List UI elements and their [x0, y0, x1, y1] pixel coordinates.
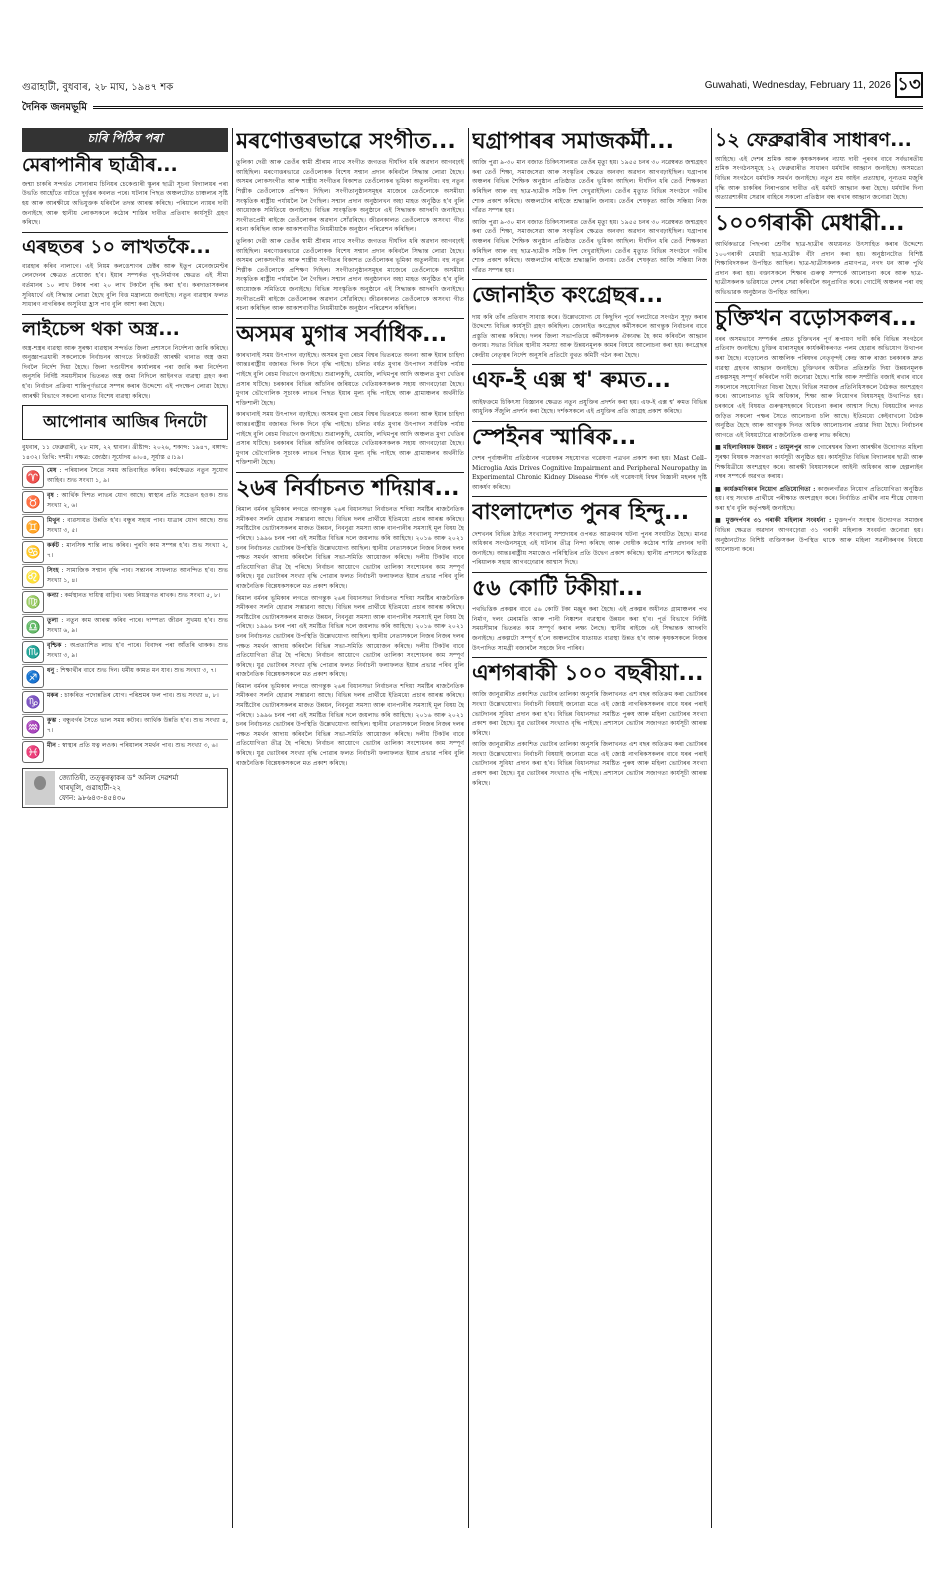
astrologer-footer: [22, 768, 228, 808]
astrologer-photo: [25, 771, 55, 805]
article-body: অস্ত্ৰ-শস্ত্ৰৰ ব্যৱস্থা আৰু সুৰক্ষা ব্যৱস্থাৰ সন্দৰ্ভত জিলা প্ৰশাসনে নিৰ্দেশনা জাৰি কৰিছে। অনুজ্ঞাপত্ৰধাৰী সকলোকে নিৰ্বাচনৰ আগতে নিকটৱৰ্তী আৰক্ষী থানাত অস্ত্ৰ জমা দিবলৈ নিৰ্দেশ দিয়া হৈছে। জিলা দণ্ডাধীশৰ কাৰ্যালয়ৰ পৰা জাৰি কৰা নিৰ্দেশনা অনুসৰি নিৰ্দিষ্ট সময়সীমাৰ ভিতৰত অস্ত্ৰ জমা নিদিলে আইনগত ব্যৱস্থা গ্ৰহণ কৰা হ'ব। নিৰ্বাচন প্ৰক্ৰিয়া শান্তিপূৰ্ণভাৱে সম্পন্ন কৰাৰ উদ্দেশ্যে এই পদক্ষেপ লোৱা হৈছে। আৰক্ষী বিভাগে সকলো থানাত বিশেষ ব্যৱস্থা কৰিছে।: [22, 344, 228, 400]
divider: [22, 232, 228, 233]
zodiac-name: বৃষ: [47, 492, 54, 500]
zodiac-name: তুলা: [47, 617, 59, 625]
article-body: ৰিমাল বৰ্মনৰ ভূমিকাৰ লগতে আগন্তুক ২৬ৰ বিধানসভা নিৰ্বাচনত শদিয়া সমষ্টিৰ ৰাজনৈতিক সমীকৰণ সলনি হোৱাৰ সম্ভাৱনা আছে। বিভিন্ন দলৰ প্ৰাৰ্থীয়ে ইতিমধ্যে প্ৰচাৰ আৰম্ভ কৰিছে। সমষ্টিটোৰ ভোটাৰসকলৰ মাজত উন্নয়ন, নিবনুৱা সমস্যা আৰু বানপানীৰ সমস্যাই মূল বিষয় হৈ পৰিছে। ১৯৯৬ চনৰ পৰা এই সমষ্টিত বিভিন্ন দলে জয়লাভ কৰি আহিছে। ২০১৬ আৰু ২০২১ চনৰ নিৰ্বাচনত ভোটাৰৰ উপস্থিতি উল্লেখযোগ্য আছিল। স্থানীয় নেতাসকলে নিজৰ নিজৰ দলৰ পক্ষত সমৰ্থন আদায় কৰিবলৈ বিভিন্ন সভা-সমিতি আয়োজন কৰিছে। দলীয় টিকটৰ বাবে প্ৰতিযোগিতা তীব্ৰ হৈ পৰিছে। নিৰ্বাচন আয়োগে ভোটাৰ তালিকা সংশোধনৰ কাম সম্পূৰ্ণ কৰিছে। যুৱ ভোটাৰৰ সংখ্যা বৃদ্ধি পোৱাৰ ফলত নিৰ্বাচনী ফলাফলত ইয়াৰ প্ৰভাৱ পৰিব বুলি ৰাজনৈতিক বিশ্লেষকসকলে মত প্ৰকাশ কৰিছে। ৰিমাল বৰ্মনৰ ভূমিকাৰ লগতে আগন্তুক ২৬ৰ বিধানসভা নিৰ্বাচনত শদিয়া সমষ্টিৰ ৰাজনৈতিক সমীকৰণ সলনি হোৱাৰ সম্ভাৱনা আছে। বিভিন্ন দলৰ প্ৰাৰ্থীয়ে ইতিমধ্যে প্ৰচাৰ আৰম্ভ কৰিছে। সমষ্টিটোৰ ভোটাৰসকলৰ মাজত উন্নয়ন, নিবনুৱা সমস্যা আৰু বানপানীৰ সমস্যাই মূল বিষয় হৈ পৰিছে। ১৯৯৬ চনৰ পৰা এই সমষ্টিত বিভিন্ন দলে জয়লাভ কৰি আহিছে। ২০১৬ আৰু ২০২১ চনৰ নিৰ্বাচনত ভোটাৰৰ উপস্থিতি উল্লেখযোগ্য আছিল। স্থানীয় নেতাসকলে নিজৰ নিজৰ দলৰ পক্ষত সমৰ্থন আদায় কৰিবলৈ বিভিন্ন সভা-সমিতি আয়োজন কৰিছে। দলীয় টিকটৰ বাবে প্ৰতিযোগিতা তীব্ৰ হৈ পৰিছে। নিৰ্বাচন আয়োগে ভোটাৰ তালিকা সংশোধনৰ কাম সম্পূৰ্ণ কৰিছে। যুৱ ভোটাৰৰ সংখ্যা বৃদ্ধি পোৱাৰ ফলত নিৰ্বাচনী ফলাফলত ইয়াৰ প্ৰভাৱ পৰিব বুলি ৰাজনৈতিক বিশ্লেষকসকলে মত প্ৰকাশ কৰিছে। ৰিমাল বৰ্মনৰ ভূমিকাৰ লগতে আগন্তুক ২৬ৰ বিধানসভা নিৰ্বাচনত শদিয়া সমষ্টিৰ ৰাজনৈতিক সমীকৰণ সলনি হোৱাৰ সম্ভাৱনা আছে। বিভিন্ন দলৰ প্ৰাৰ্থীয়ে ইতিমধ্যে প্ৰচাৰ আৰম্ভ কৰিছে। সমষ্টিটোৰ ভোটাৰসকলৰ মাজত উন্নয়ন, নিবনুৱা সমস্যা আৰু বানপানীৰ সমস্যাই মূল বিষয় হৈ পৰিছে। ১৯৯৬ চনৰ পৰা এই সমষ্টিত বিভিন্ন দলে জয়লাভ কৰি আহিছে। ২০১৬ আৰু ২০২১ চনৰ নিৰ্বাচনত ভোটাৰৰ উপস্থিতি উল্লেখযোগ্য আছিল। স্থানীয় নেতাসকলে নিজৰ নিজৰ দলৰ পক্ষত সমৰ্থন আদায় কৰিবলৈ বিভিন্ন সভা-সমিতি আয়োজন কৰিছে। দলীয় টিকটৰ বাবে প্ৰতিযোগিতা তীব্ৰ হৈ পৰিছে। নিৰ্বাচন আয়োগে ভোটাৰ তালিকা সংশোধনৰ কাম সম্পূৰ্ণ কৰিছে। যুৱ ভোটাৰৰ সংখ্যা বৃদ্ধি পোৱাৰ ফলত নিৰ্বাচনী ফলাফলত ইয়াৰ প্ৰভাৱ পৰিব বুলি ৰাজনৈতিক বিশ্লেষকসকলে মত প্ৰকাশ কৰিছে।: [236, 506, 464, 767]
zodiac-icon: ♑: [22, 691, 44, 713]
divider: [715, 207, 923, 208]
horoscope-text: কন্যা : কৰ্মস্থানত দায়িত্ব বাঢ়িব। খৰচ নিয়ন্ত্ৰণত ৰাখক। শুভ সংখ্যা ৫, ৮।: [47, 592, 221, 600]
headline-100-year-voters: এশগৰাকী ১০০ বছৰীয়া...: [472, 661, 704, 687]
headline-meghalaya-student: মেৰাপানীৰ ছাত্ৰীৰ...: [22, 154, 178, 176]
astrologer-name: জ্যোতিষী, তত্ত্বৰত্বাকৰ ড° অনিল দেৱশৰ্মা: [59, 774, 179, 783]
divider: [236, 318, 464, 319]
horoscope-text: ধনু : শিক্ষাৰ্থীৰ বাবে শুভ দিন। ধৰ্মীয় কামত মন যাব। শুভ সংখ্যা ৩, ৭।: [47, 667, 217, 675]
horoscope-row: [22, 564, 228, 589]
horoscope-row: [22, 464, 228, 489]
horoscope-row: [22, 739, 228, 764]
headline-sadiya-election: ২৬ৰ নিৰ্বাচনত শদিয়াৰ...: [236, 476, 460, 501]
horoscope-row: [22, 539, 228, 564]
horoscope-text: কুম্ভ : বন্ধুবৰ্গৰ সৈতে ভাল সময় কটাব। আৰ্থিক উন্নতি হ'ব। শুভ সংখ্যা ৪, ৭।: [47, 717, 228, 734]
article-body: কাৰখানাই সময় উৎপাদন বঢ়াইছে। অসমৰ মুগা ৰেচম বিশ্বৰ ভিতৰতে অনন্য আৰু ইয়াৰ চাহিদা আন্তঃৰাষ্ট্ৰীয় বজাৰত দিনক দিনে বৃদ্ধি পাইছে। চলিত বৰ্ষত মুগাৰ উৎপাদন সৰ্বাধিক পৰ্যায় পাইছে বুলি ৰেচম বিভাগে জনাইছে। শুৱালকুছি, ধেমাজি, লখিমপুৰ আদি অঞ্চলত মুগা খেতিৰ প্ৰসাৰ ঘটিছে। চৰকাৰৰ বিভিন্ন আঁচনিৰ জৰিয়তে খেতিয়কসকলক সহায় আগবঢ়োৱা হৈছে। মুগাৰ ভৌগোলিক সূচাংক লাভৰ পিছত ইয়াৰ মূল্য বৃদ্ধি পাইছে আৰু গ্ৰামাঞ্চলৰ অৰ্থনীতি শক্তিশালী হৈছে। কাৰখানাই সময় উৎপাদন বঢ়াইছে। অসমৰ মুগা ৰেচম বিশ্বৰ ভিতৰতে অনন্য আৰু ইয়াৰ চাহিদা আন্তঃৰাষ্ট্ৰীয় বজাৰত দিনক দিনে বৃদ্ধি পাইছে। চলিত বৰ্ষত মুগাৰ উৎপাদন সৰ্বাধিক পৰ্যায় পাইছে বুলি ৰেচম বিভাগে জনাইছে। শুৱালকুছি, ধেমাজি, লখিমপুৰ আদি অঞ্চলত মুগা খেতিৰ প্ৰসাৰ ঘটিছে। চৰকাৰৰ বিভিন্ন আঁচনিৰ জৰিয়তে খেতিয়কসকলক সহায় আগবঢ়োৱা হৈছে। মুগাৰ ভৌগোলিক সূচাংক লাভৰ পিছত ইয়াৰ মূল্য বৃদ্ধি পাইছে আৰু গ্ৰামাঞ্চলৰ অৰ্থনীতি শক্তিশালী হৈছে।: [236, 351, 464, 467]
headline-spain-research: স্পেইনৰ স্মাৰিক...: [472, 424, 637, 450]
horoscope-signs: [22, 464, 228, 764]
zodiac-name: সিংহ: [47, 567, 59, 575]
astrologer-info: [59, 773, 178, 803]
zodiac-prediction: স্বাস্থ্যৰ প্ৰতি যত্ন লওক। পৰিয়ালৰ সমৰ্থন পাব। শুভ সংখ্যা ৩, ৬।: [61, 742, 218, 750]
divider: [472, 496, 707, 497]
zodiac-icon: ♋: [22, 541, 44, 563]
zodiac-prediction: আৰ্থিক দিশত লাভৰ যোগ আছে। স্বাস্থ্যৰ প্ৰতি সচেতন হওক। শুভ সংখ্যা ২, ৬।: [47, 492, 228, 509]
column-1: [22, 128, 228, 1528]
horoscope-text: মকৰ : চাকৰিত পদোন্নতিৰ যোগ। পৰিশ্ৰমৰ ফল পাব। শুভ সংখ্যা ৪, ৮।: [47, 692, 219, 700]
divider: [472, 364, 707, 365]
horoscope-text: বৃশ্চিক : অপ্ৰত্যাশিত লাভ হ'ব পাৰে। বিবাদৰ পৰা আঁতৰি থাকক। শুভ সংখ্যা ৩, ৯।: [47, 642, 228, 659]
article-body: পথভিত্তিক প্ৰকল্পৰ বাবে ৫৬ কোটি টকা মঞ্জুৰ কৰা হৈছে। এই প্ৰকল্পৰ অধীনত গ্ৰামাঞ্চলৰ পথ নিৰ্মাণ, দলং মেৰামতি আৰু পানী নিষ্কাশন ব্যৱস্থাৰ উন্নয়ন কৰা হ'ব। পূৰ্ত বিভাগে নিৰ্দিষ্ট সময়সীমাৰ ভিতৰত কাম সম্পূৰ্ণ কৰাৰ লক্ষ্য লৈছে। স্থানীয় ৰাইজে এই সিদ্ধান্তক আদৰণি জনাইছে। প্ৰকল্পটো সম্পূৰ্ণ হ'লে অঞ্চলটোৰ যাতায়ত ব্যৱস্থা উন্নত হ'ব আৰু কৃষকসকলে নিজৰ উৎপাদিত সামগ্ৰী বজাৰলৈ সহজে নিব পাৰিব।: [472, 606, 707, 652]
horoscope-row: [22, 714, 228, 739]
horoscope-row: [22, 664, 228, 689]
article-body: আহিছে। এই দেশৰ শ্ৰমিক আৰু কৃষকসকলৰ ন্যায্য দাবী পূৰণৰ বাবে সৰ্বভাৰতীয় শ্ৰমিক সংগঠনসমূহে ১২ ফেব্ৰুৱাৰীত সাধাৰণ ধৰ্মঘটৰ আহ্বান জনাইছে। অসমতো বিভিন্ন সংগঠনে ধৰ্মঘটক সমৰ্থন জনাইছে। নতুন শ্ৰম আইন প্ৰত্যাহাৰ, নূন্যতম মজুৰি বৃদ্ধি আৰু চাকৰিৰ নিৰাপত্তাৰ দাবীত এই ধৰ্মঘট আহ্বান কৰা হৈছে। ধৰ্মঘটৰ দিনা অত্যাৱশ্যকীয় সেৱাৰ বাহিৰে সকলো প্ৰতিষ্ঠান বন্ধ ৰখাৰ আহ্বান জনোৱা হৈছে।: [715, 155, 923, 202]
column-divider: [711, 128, 712, 1528]
headline-bangladesh: বাংলাদেশত পুনৰ হিন্দু...: [472, 500, 690, 526]
horoscope-day-info: বুধবাৰ, ১১ ফেব্ৰুৱাৰী, ২৮ মাঘ, ২২ শ্বাবান। খ্ৰীষ্টাব্দ: ২০২৬, শকাব্দ: ১৯৪৭, বঙ্গাব্দ: ১৪৩২। তিথি: দশমী। নক্ষত্ৰ: জ্যেষ্ঠা। সূৰ্যোদয় ৬।০৪, সূৰ্যাস্ত ৫।১৯।: [22, 444, 228, 461]
headline-100-meritorious: ১০০গৰাকী মেধাৱী...: [715, 210, 905, 236]
news-brief-title: ■ মুক্তদৰ্পণৰ ৩১ গৰাকী মহিলাৰ সংবৰ্ধনা :: [715, 517, 832, 525]
horoscope-text: মীন : স্বাস্থ্যৰ প্ৰতি যত্ন লওক। পৰিয়ালৰ সমৰ্থন পাব। শুভ সংখ্যা ৩, ৬।: [47, 742, 218, 750]
header-date-assamese: গুৱাহাটী, বুধবাৰ, ২৮ মাঘ, ১৯৪৭ শক: [22, 82, 174, 93]
horoscope-text: কৰ্কট : মানসিক শান্তি লাভ কৰিব। পুৰণি কাম সম্পন্ন হ'ব। শুভ সংখ্যা ২, ৭।: [47, 542, 228, 559]
news-brief-text: আৰু গোৰেশ্বৰৰ জিলা আৰক্ষীৰ উদ্যোগত মহিলা সুৰক্ষা বিষয়ক সজাগতা কাৰ্যসূচী অনুষ্ঠিত হয়। কাৰ্যসূচীত বিভিন্ন বিদ্যালয়ৰ ছাত্ৰী আৰু শিক্ষয়িত্ৰীয়ে অংশগ্ৰহণ কৰে। আৰক্ষী বিষয়াসকলে আইনী অধিকাৰ আৰু হেল্পলাইন নম্বৰ সম্পৰ্কে অৱগত কৰায়।: [715, 444, 923, 481]
zodiac-name: বৃশ্চিক: [47, 642, 62, 650]
zodiac-name: কৰ্কট: [47, 542, 60, 550]
news-brief-text: কাজলগাঁৱত নিয়োগ প্ৰতিযোগিতা অনুষ্ঠিত হয়। বহু সংখ্যক প্ৰাৰ্থীয়ে পৰীক্ষাত অংশগ্ৰহণ কৰে। নিৰ্বাচিত প্ৰাৰ্থীৰ নাম শীঘ্ৰে ঘোষণা কৰা হ'ব বুলি কৰ্তৃপক্ষই জনাইছে।: [715, 485, 923, 512]
headline-fex-showroom: এফ-ই এক্স শ্ব' ৰুমত...: [472, 368, 671, 394]
horoscope-text: সিংহ : সামাজিক সন্মান বৃদ্ধি পাব। সন্তানৰ সাফল্যত আনন্দিত হ'ব। শুভ সংখ্যা ১, ৪।: [47, 567, 228, 584]
article-body: দায় কৰি তাঁৰ প্ৰতিবাদ সাব্যস্ত কৰে। উল্লেখযোগ্য যে কিছুদিন পূৰ্বে দলটোৱে সংগঠন সুদৃঢ় কৰাৰ উদ্দেশ্যে বিভিন্ন কাৰ্যসূচী গ্ৰহণ কৰিছিল। জোনাইত কংগ্ৰেছৰ কৰ্মীসকলে আগন্তুক নিৰ্বাচনৰ বাবে প্ৰস্তুতি আৰম্ভ কৰিছে। দলৰ জিলা সভাপতিয়ে কৰ্মীসকলক ঐক্যবদ্ধ হৈ কাম কৰিবলৈ আহ্বান জনায়। সভাত বিভিন্ন স্থানীয় সমস্যা আৰু উন্নয়নমূলক কামৰ বিষয়ে আলোচনা কৰা হয়। কংগ্ৰেছৰ কেন্দ্ৰীয় নেতৃত্বৰ নিৰ্দেশ অনুসৰি প্ৰতিটো বুথত কমিটী গঠন কৰা হৈছে।: [472, 313, 707, 359]
divider: [472, 279, 707, 280]
zodiac-prediction: শিক্ষাৰ্থীৰ বাবে শুভ দিন। ধৰ্মীয় কামত মন যাব। শুভ সংখ্যা ৩, ৭।: [60, 667, 217, 675]
zodiac-prediction: মানসিক শান্তি লাভ কৰিব। পুৰণি কাম সম্পন্ন হ'ব। শুভ সংখ্যা ২, ৭।: [47, 542, 228, 559]
zodiac-icon: ♈: [22, 466, 44, 488]
zodiac-prediction: কৰ্মস্থানত দায়িত্ব বাঢ়িব। খৰচ নিয়ন্ত্ৰণত ৰাখক। শুভ সংখ্যা ৫, ৮।: [64, 592, 221, 600]
news-brief-item: [715, 485, 923, 514]
horoscope-row: [22, 589, 228, 614]
news-brief-title: ■ মহিলাবিষয়ক উন্নয়ন : তামুলপুৰ: [715, 444, 802, 452]
zodiac-name: কন্যা: [47, 592, 59, 600]
news-briefs: [715, 443, 923, 555]
zodiac-icon: ♎: [22, 616, 44, 638]
horoscope-row: [22, 614, 228, 639]
article-body: আইফক্ৰমে চিকিৎসা বিজ্ঞানৰ ক্ষেত্ৰত নতুন প্ৰযুক্তিৰ প্ৰদৰ্শন কৰা হয়। এফ-ই এক্স শ্ব' ৰুমত বিভিন্ন আধুনিক সঁজুলি প্ৰদৰ্শন কৰা হৈছে। দৰ্শকসকলে এই প্ৰযুক্তিৰ প্ৰতি আগ্ৰহ প্ৰকাশ কৰিছে।: [472, 398, 707, 416]
headline-56-crore: ৫৬ কোটি টকীয়া...: [472, 575, 643, 601]
news-brief-item: [715, 516, 923, 554]
zodiac-icon: ♐: [22, 666, 44, 688]
horoscope-text: তুলা : নতুন কাম আৰম্ভ কৰিব পাৰে। দাম্পত্য জীৱন সুখময় হ'ব। শুভ সংখ্যা ৬, ৯।: [47, 617, 228, 634]
horoscope-row: [22, 514, 228, 539]
page-number: ১৩: [895, 72, 923, 98]
headline-music-award: মৰণোত্তৰভাৱে সংগীত...: [236, 129, 456, 154]
header-rule: [22, 106, 923, 109]
zodiac-prediction: চাকৰিত পদোন্নতিৰ যোগ। পৰিশ্ৰমৰ ফল পাব। শুভ সংখ্যা ৪, ৮।: [64, 692, 219, 700]
zodiac-prediction: অপ্ৰত্যাশিত লাভ হ'ব পাৰে। বিবাদৰ পৰা আঁতৰি থাকক। শুভ সংখ্যা ৩, ৯।: [47, 642, 228, 659]
article-body: আজি পুৱা ৯-৩০ মান বজাত চিকিৎসালয়ত তেওঁৰ মৃত্যু হয়। ১৯৫৫ চনৰ ৩০ নৱেম্বৰত জন্মগ্ৰহণ কৰা তেওঁ শিক্ষা, সমাজসেৱা আৰু সংস্কৃতিৰ ক্ষেত্ৰত অনবদ্য অৱদান আগবঢ়াইছিল। ঘগ্ৰাপাৰ অঞ্চলৰ বিভিন্ন শৈক্ষিক অনুষ্ঠান প্ৰতিষ্ঠাত তেওঁৰ ভূমিকা আছিল। দীৰ্ঘদিন ধৰি তেওঁ শিক্ষকতা কৰিছিল আৰু বহু ছাত্ৰ-ছাত্ৰীক সঠিক দিশ দেখুৱাইছিল। তেওঁৰ মৃত্যুত বিভিন্ন সংগঠনে গভীৰ শোক প্ৰকাশ কৰিছে। অঞ্চলটোৰ ৰাইজে শ্ৰদ্ধাঞ্জলি জনায়। তেওঁৰ শেষকৃত্য আজি সন্ধিয়া নিজ গাঁৱত সম্পন্ন হয়। আজি পুৱা ৯-৩০ মান বজাত চিকিৎসালয়ত তেওঁৰ মৃত্যু হয়। ১৯৫৫ চনৰ ৩০ নৱেম্বৰত জন্মগ্ৰহণ কৰা তেওঁ শিক্ষা, সমাজসেৱা আৰু সংস্কৃতিৰ ক্ষেত্ৰত অনবদ্য অৱদান আগবঢ়াইছিল। ঘগ্ৰাপাৰ অঞ্চলৰ বিভিন্ন শৈক্ষিক অনুষ্ঠান প্ৰতিষ্ঠাত তেওঁৰ ভূমিকা আছিল। দীৰ্ঘদিন ধৰি তেওঁ শিক্ষকতা কৰিছিল আৰু বহু ছাত্ৰ-ছাত্ৰীক সঠিক দিশ দেখুৱাইছিল। তেওঁৰ মৃত্যুত বিভিন্ন সংগঠনে গভীৰ শোক প্ৰকাশ কৰিছে। অঞ্চলটোৰ ৰাইজে শ্ৰদ্ধাঞ্জলি জনায়। তেওঁৰ শেষকৃত্য আজি সন্ধিয়া নিজ গাঁৱত সম্পন্ন হয়।: [472, 159, 707, 274]
zodiac-prediction: সামাজিক সন্মান বৃদ্ধি পাব। সন্তানৰ সাফল্যত আনন্দিত হ'ব। শুভ সংখ্যা ১, ৪।: [47, 567, 228, 584]
page-header: [22, 72, 923, 124]
zodiac-prediction: ব্যৱসায়ত উন্নতি হ'ব। বন্ধুৰ সহায় পাব। যাত্ৰাৰ যোগ আছে। শুভ সংখ্যা ৩, ৫।: [47, 517, 228, 534]
column-divider: [468, 128, 469, 1528]
headline-10-lakh: এৰছতৰ ১০ লাখতকৈ...: [22, 235, 211, 258]
article-body: ব্যৱহাৰ কৰিব নালাগে। এই নিয়ম কলঙেশ্যণৰ চেক্টৰ আৰু ইতুপ মেনেজমেণ্টৰ লেনদেনৰ ক্ষেত্ৰত প্ৰযোজ্য হ'ব। ইয়াৰ সম্পৰ্কত গৃহ-নিৰ্মাণৰ ক্ষেত্ৰত এই সীমা বৰ্তমানৰ ১০ লাখ টকাৰ পৰা ২০ লাখ টকালৈ বৃদ্ধি কৰা হ'ব। কৰদাতাসকলৰ সুবিধাৰ্থে এই সিদ্ধান্ত লোৱা হৈছে বুলি বিত্ত মন্ত্ৰালয়ে জনাইছে। নতুন ব্যৱস্থাৰ ফলত সাধাৰণ নাগৰিকৰ অসুবিধা হ্ৰাস পাব বুলি আশা কৰা হৈছে।: [22, 262, 228, 309]
astrologer-place: খাৰঘূলি, গুৱাহাটী-২২: [59, 784, 122, 793]
horoscope-text: বৃষ : আৰ্থিক দিশত লাভৰ যোগ আছে। স্বাস্থ্যৰ প্ৰতি সচেতন হওক। শুভ সংখ্যা ২, ৬।: [47, 492, 228, 509]
header-date-english: Guwahati, Wednesday, February 11, 2026: [704, 80, 891, 91]
zodiac-icon: ♏: [22, 641, 44, 663]
headline-social-worker: ঘগ্ৰাপাৰৰ সমাজকৰ্মী...: [472, 129, 674, 154]
zodiac-name: মীন: [47, 742, 56, 750]
horoscope-text: মিথুন : ব্যৱসায়ত উন্নতি হ'ব। বন্ধুৰ সহায় পাব। যাত্ৰাৰ যোগ আছে। শুভ সংখ্যা ৩, ৫।: [47, 517, 228, 534]
horoscope-row: [22, 639, 228, 664]
article-body: আৰ্থিকভাৱে পিছপৰা শ্ৰেণীৰ ছাত্ৰ-ছাত্ৰীৰ অধ্যয়নত উৎসাহিত কৰাৰ উদ্দেশ্যে ১০০গৰাকী মেধাৱী ছাত্ৰ-ছাত্ৰীক বঁটা প্ৰদান কৰা হয়। অনুষ্ঠানটোত বিশিষ্ট শিক্ষাবিদসকল উপস্থিত আছিল। ছাত্ৰ-ছাত্ৰীসকলক প্ৰমাণপত্ৰ, নগদ ধন আৰু পুথি প্ৰদান কৰা হয়। বক্তাসকলে শিক্ষাৰ গুৰুত্ব সম্পৰ্কে আলোচনা কৰে আৰু ছাত্ৰ-ছাত্ৰীসকলক ভৱিষ্যতে দেশৰ সেৱা কৰিবলৈ অনুপ্ৰাণিত কৰে। গোটেই অঞ্চলৰ পৰা বহু অভিভাৱক অনুষ্ঠানত উপস্থিত আছিল।: [715, 241, 923, 297]
divider: [472, 572, 707, 573]
zodiac-name: মেষ: [47, 467, 57, 475]
zodiac-name: ধনু: [47, 667, 55, 675]
divider: [715, 302, 923, 303]
headline-general-strike: ১২ ফেব্ৰুৱাৰীৰ সাধাৰণ...: [715, 129, 912, 151]
headline-jonai-congress: জোনাইত কংগ্ৰেছৰ...: [472, 283, 664, 309]
horoscope-box-title: আপোনাৰ আজিৰ দিনটো: [22, 405, 228, 440]
news-brief-item: [715, 443, 923, 481]
article-body: দেশৰ পূৰ্বাঞ্চলীয় প্ৰতিষ্ঠানৰ গৱেষকৰ সহযোগত গৱেষণা পত্ৰখন প্ৰকাশ কৰা হয়। Mast Cell–Microglia Axis Drives Cognitive Impairment and Peripheral Neuropathy in Experimental Chronic Kidney Disease শীৰ্ষক এই গৱেষণাই বিশ্বৰ বিজ্ঞানী মহলৰ দৃষ্টি আকৰ্ষণ কৰিছে।: [472, 455, 707, 491]
column-divider: [232, 128, 233, 1528]
article-body: দেশখনৰ বিভিন্ন ঠাইত সংখ্যালঘু সম্প্ৰদায়ৰ ওপৰত আক্ৰমণৰ ঘটনা পুনৰ সংঘটিত হৈছে। মানৱ অধিকাৰ সংগঠনসমূহে এই ঘটনাৰ তীব্ৰ নিন্দা কৰিছে আৰু দোষীক কঠোৰ শাস্তি প্ৰদানৰ দাবী জনাইছে। আন্তঃৰাষ্ট্ৰীয় সমাজেও পৰিস্থিতিৰ প্ৰতি উদ্বেগ প্ৰকাশ কৰিছে। স্থানীয় প্ৰশাসনে ক্ষতিগ্ৰস্ত পৰিয়ালক সহায় আগবঢ়োৱাৰ আশ্বাস দিছে।: [472, 530, 707, 567]
article-body: আজি জানুৱাৰীত প্ৰকাশিত ভোটাৰ তালিকা অনুসৰি জিলাখনত এশ বছৰ অতিক্ৰম কৰা ভোটাৰৰ সংখ্যা উল্লেখযোগ্য। নিৰ্বাচনী বিষয়াই জনোৱা মতে এই জ্যেষ্ঠ নাগৰিকসকলৰ বাবে ঘৰৰ পৰাই ভোটদানৰ সুবিধা প্ৰদান কৰা হ'ব। বিভিন্ন বিধানসভা সমষ্টিত পুৰুষ আৰু মহিলা ভোটাৰৰ সংখ্যা প্ৰকাশ কৰা হৈছে। যুৱ ভোটাৰৰ সংখ্যাও বৃদ্ধি পাইছে। প্ৰশাসনে ভোটাৰ সজাগতা কাৰ্যসূচী আৰম্ভ কৰিছে। আজি জানুৱাৰীত প্ৰকাশিত ভোটাৰ তালিকা অনুসৰি জিলাখনত এশ বছৰ অতিক্ৰম কৰা ভোটাৰৰ সংখ্যা উল্লেখযোগ্য। নিৰ্বাচনী বিষয়াই জনোৱা মতে এই জ্যেষ্ঠ নাগৰিকসকলৰ বাবে ঘৰৰ পৰাই ভোটদানৰ সুবিধা প্ৰদান কৰা হ'ব। বিভিন্ন বিধানসভা সমষ্টিত পুৰুষ আৰু মহিলা ভোটাৰৰ সংখ্যা প্ৰকাশ কৰা হৈছে। যুৱ ভোটাৰৰ সংখ্যাও বৃদ্ধি পাইছে। প্ৰশাসনে ভোটাৰ সজাগতা কাৰ্যসূচী আৰম্ভ কৰিছে।: [472, 691, 707, 787]
column-3: [472, 128, 707, 1528]
zodiac-icon: ♒: [22, 716, 44, 738]
zodiac-name: মিথুন: [47, 517, 60, 525]
news-brief-text: মুক্তদৰ্পণ সংস্থাৰ উদ্যোগত সমাজৰ বিভিন্ন ক্ষেত্ৰত অৱদান আগবঢ়োৱা ৩১ গৰাকী মহিলাক সংবৰ্ধনা জনোৱা হয়। অনুষ্ঠানটোত বিশিষ্ট ব্যক্তিসকল উপস্থিত থাকে আৰু মহিলা সৱলীকৰণৰ বিষয়ে আলোচনা কৰে।: [715, 517, 923, 554]
article-body: বৰৰ অসমভাবে সম্পৰ্কৰ প্ৰশ্নত চুক্তিখনৰ পূৰ্ণ ৰূপায়ণ দাবী কৰি বিভিন্ন সংগঠনে প্ৰতিবাদ জনাইছে। চুক্তিৰ ধাৰাসমূহৰ কাৰ্যকৰীকৰণত পলম হোৱাৰ অভিযোগ উত্থাপন কৰা হৈছে। বড়োলেণ্ড আঞ্চলিক পৰিষদৰ নেতৃবৃন্দই কেন্দ্ৰ আৰু ৰাজ্য চৰকাৰক দ্ৰুত ব্যৱস্থা গ্ৰহণৰ আহ্বান জনাইছে। চুক্তিখনৰ অধীনত প্ৰতিশ্ৰুতি দিয়া উন্নয়নমূলক প্ৰকল্পসমূহ সম্পূৰ্ণ কৰিবলৈ দাবী জনোৱা হৈছে। শান্তি আৰু সম্প্ৰীতি বজাই ৰখাৰ বাবে সকলোৰে সহযোগিতা বিচৰা হৈছে। বিভিন্ন সমাজৰ প্ৰতিনিধিসকলে বৈঠকত অংশগ্ৰহণ কৰে। আলোচনাত ভূমি অধিকাৰ, শিক্ষা আৰু নিয়োগৰ বিষয়সমূহ উত্থাপিত হয়। চৰকাৰে এই বিষয়ত গুৰুত্বসহকাৰে বিবেচনা কৰাৰ আশ্বাস দিছে। বিষয়টোৰ লগত জড়িত সকলো পক্ষৰ সৈতে আলোচনা চলি আছে। ইতিমধ্যে কেইবাখনো বৈঠক অনুষ্ঠিত হৈছে আৰু আগন্তুক দিনত অধিক আলোচনাৰ প্ৰস্তাৱ দিয়া হৈছে। নিৰ্বাচনৰ আগতে এই বিষয়টোৱে ৰাজনৈতিক গুৰুত্ব লাভ কৰিছে।: [715, 335, 923, 439]
divider: [472, 421, 707, 422]
zodiac-icon: ♍: [22, 591, 44, 613]
headline-muga-silk: অসমৰ মুগাৰ সৰ্বাধিক...: [236, 321, 448, 347]
divider: [236, 472, 464, 473]
paper-name: দৈনিক জনমভূমি: [22, 100, 93, 117]
zodiac-prediction: নতুন কাম আৰম্ভ কৰিব পাৰে। দাম্পত্য জীৱন সুখময় হ'ব। শুভ সংখ্যা ৬, ৯।: [47, 617, 228, 634]
horoscope-row: [22, 489, 228, 514]
headline-bodo-accord: চুক্তিখন বড়োসকলৰ...: [715, 305, 917, 331]
astrologer-phone: ফোন: ৯৮৬৪৩-৪৫৪৩০: [59, 794, 126, 803]
horoscope-text: মেষ : পৰিয়ালৰ সৈতে সময় অতিবাহিত কৰিব। কৰ্মক্ষেত্ৰত নতুন সুযোগ আহিব। শুভ সংখ্যা ১, ৯।: [47, 467, 228, 484]
columns: [22, 128, 923, 1528]
news-brief-title: ■ কাৰ্যক্ৰমণিকাৰ নিয়োগ প্ৰতিযোগিতা :: [715, 485, 816, 493]
article-body: তুলিকা দেৱী আৰু তেওঁৰ স্বামী শ্ৰীৰাম নাথে সংগীত জগতত দীৰ্ঘদিন ধৰি অৱদান আগবঢ়াই আহিছিল। মৰণোত্তৰভাৱে তেওঁলোকক বিশেষ সন্মান প্ৰদান কৰিবলৈ সিদ্ধান্ত লোৱা হৈছে। অসমৰ লোকসংগীত আৰু শাস্ত্ৰীয় সংগীতৰ বিকাশত তেওঁলোকৰ ভূমিকা অতুলনীয়। বহু নতুন শিল্পীক তেওঁলোকে প্ৰশিক্ষণ দিছিল। সংগীতানুষ্ঠানসমূহৰ মাজেৰে তেওঁলোকে অসমীয়া সংস্কৃতিক ৰাষ্ট্ৰীয় পৰ্যায়লৈ লৈ গৈছিল। সন্মান প্ৰদান অনুষ্ঠানখন অহা মাহত অনুষ্ঠিত হ'ব বুলি আয়োজক সমিতিয়ে জনাইছে। বিভিন্ন সাংস্কৃতিক অনুষ্ঠানে এই সিদ্ধান্তক আদৰণি জনাইছে। সংগীতপ্ৰেমী ৰাইজে তেওঁলোকৰ অৱদান সোঁৱৰিছে। জীৱনকালত তেওঁলোকে অসংখ্য গীত ৰচনা কৰিছিল আৰু আকাশবাণীত নিয়মীয়াকৈ অনুষ্ঠান পৰিৱেশন কৰিছিল। তুলিকা দেৱী আৰু তেওঁৰ স্বামী শ্ৰীৰাম নাথে সংগীত জগতত দীৰ্ঘদিন ধৰি অৱদান আগবঢ়াই আহিছিল। মৰণোত্তৰভাৱে তেওঁলোকক বিশেষ সন্মান প্ৰদান কৰিবলৈ সিদ্ধান্ত লোৱা হৈছে। অসমৰ লোকসংগীত আৰু শাস্ত্ৰীয় সংগীতৰ বিকাশত তেওঁলোকৰ ভূমিকা অতুলনীয়। বহু নতুন শিল্পীক তেওঁলোকে প্ৰশিক্ষণ দিছিল। সংগীতানুষ্ঠানসমূহৰ মাজেৰে তেওঁলোকে অসমীয়া সংস্কৃতিক ৰাষ্ট্ৰীয় পৰ্যায়লৈ লৈ গৈছিল। সন্মান প্ৰদান অনুষ্ঠানখন অহা মাহত অনুষ্ঠিত হ'ব বুলি আয়োজক সমিতিয়ে জনাইছে। বিভিন্ন সাংস্কৃতিক অনুষ্ঠানে এই সিদ্ধান্তক আদৰণি জনাইছে। সংগীতপ্ৰেমী ৰাইজে তেওঁলোকৰ অৱদান সোঁৱৰিছে। জীৱনকালত তেওঁলোকে অসংখ্য গীত ৰচনা কৰিছিল আৰু আকাশবাণীত নিয়মীয়াকৈ অনুষ্ঠান পৰিৱেশন কৰিছিল।: [236, 159, 464, 313]
zodiac-icon: ♌: [22, 566, 44, 588]
article-body: জন্মা চাকৰি সন্দৰ্ভত সোনাৰাম চিনিয়ৰ চেকেণ্ডাৰী স্কুলৰ ছাত্ৰী সূচনা বিদ্যালয়ৰ পৰা উভতি আহোঁতে বাটতে দুৰ্বৃত্তৰ কবলত পৰে। ঘটনাৰ পিছত অঞ্চলটোত চাঞ্চল্যৰ সৃষ্টি হয় আৰু আৰক্ষীয়ে অভিযুক্তক ধৰিবলৈ তদন্ত আৰম্ভ কৰিছে। পৰিয়ালে ন্যায়ৰ দাবী জনাইছে আৰু স্থানীয় লোকসকলে কঠোৰ শাস্তিৰ দাবীত প্ৰতিবাদ কাৰ্যসূচী গ্ৰহণ কৰিছে।: [22, 180, 228, 227]
column-4: [715, 128, 923, 1528]
section-banner: চাৰি পিঠিৰ পৰা: [22, 128, 228, 152]
column-2: [236, 128, 464, 1528]
zodiac-icon: ♊: [22, 516, 44, 538]
zodiac-prediction: বন্ধুবৰ্গৰ সৈতে ভাল সময় কটাব। আৰ্থিক উন্নতি হ'ব। শুভ সংখ্যা ৪, ৭।: [47, 717, 228, 734]
divider: [472, 657, 707, 658]
zodiac-name: মকৰ: [47, 692, 59, 700]
horoscope-row: [22, 689, 228, 714]
zodiac-icon: ♉: [22, 491, 44, 513]
divider: [22, 314, 228, 315]
zodiac-icon: ♓: [22, 741, 44, 763]
zodiac-name: কুম্ভ: [47, 717, 57, 725]
zodiac-prediction: পৰিয়ালৰ সৈতে সময় অতিবাহিত কৰিব। কৰ্মক্ষেত্ৰত নতুন সুযোগ আহিব। শুভ সংখ্যা ১, ৯।: [47, 467, 228, 484]
headline-licensed-arms: লাইচেন্স থকা অস্ত্ৰ...: [22, 317, 180, 340]
